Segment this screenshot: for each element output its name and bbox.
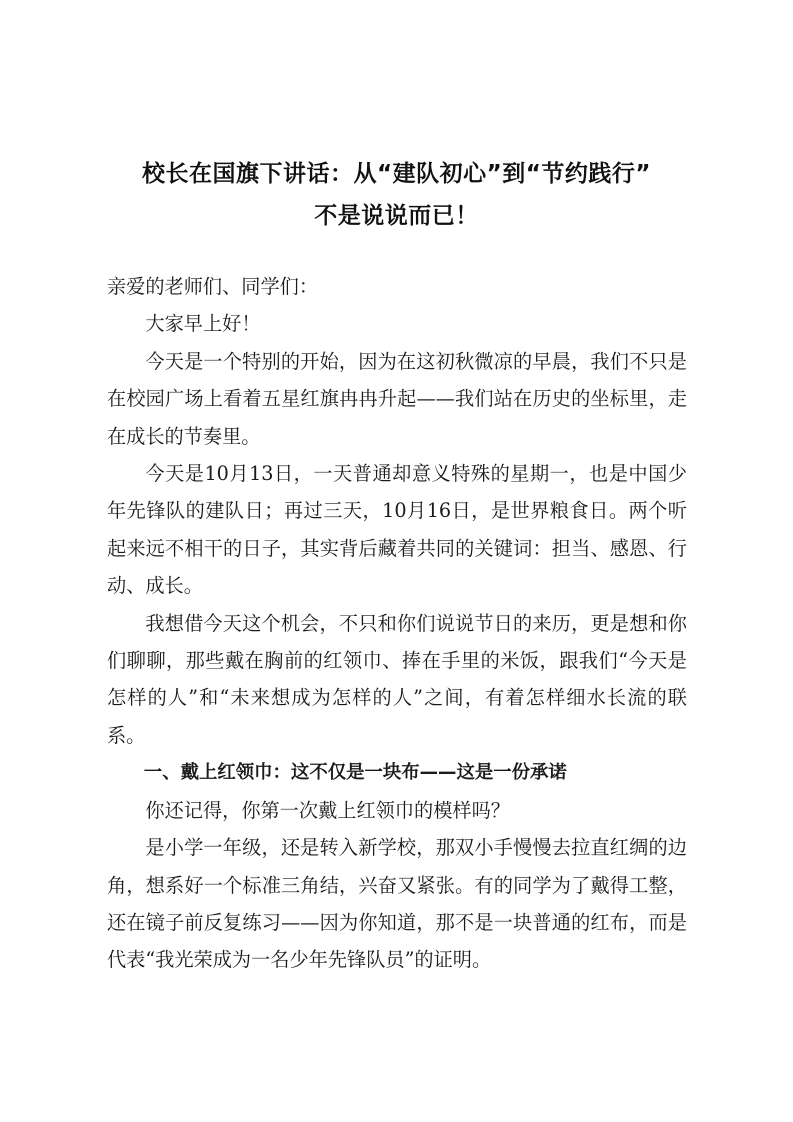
section-heading-1: 一、戴上红领巾：这不仅是一块布——这是一份承诺 [143, 762, 567, 784]
salutation: 亲爱的老师们、同学们： [107, 275, 319, 298]
paragraph-memory: 是小学一年级，还是转入新学校，那双小手慢慢去拉直红绸的边角，想系好一个标准三角结，兴奋又紧张。有的同学为了戴得工整，还在镜子前反复练习——因为你知道，那不是一块普通的红布，而是代表“我光荣成为一名少年先锋队员”的证明。 [107, 836, 687, 972]
paragraph-dates: 今天是10月13日，一天普通却意义特殊的星期一，也是中国少年先锋队的建队日；再过三天，10月16日，是世界粮食日。两个听起来远不相干的日子，其实背后藏着共同的关键词：担当、感恩、行动、成长。 [107, 462, 687, 598]
paragraph-greeting: 大家早上好！ [145, 312, 261, 336]
document-title-line-2: 不是说说而已！ [314, 203, 479, 229]
paragraph-question: 你还记得，你第一次戴上红领巾的模样吗？ [145, 798, 510, 822]
paragraph-purpose: 我想借今天这个机会，不只和你们说说节日的来历，更是想和你们聊聊，那些戴在胸前的红领巾、捧在手里的米饭，跟我们“今天是怎样的人”和“未来想成为怎样的人”之间，有着怎样细水长流的联系。 [107, 611, 687, 747]
paragraph-opening: 今天是一个特别的开始，因为在这初秋微凉的早晨，我们不只是在校园广场上看着五星红旗冉冉升起——我们站在历史的坐标里，走在成长的节奏里。 [107, 349, 687, 448]
document-title-line-1: 校长在国旗下讲话：从“建队初心”到“节约践行” [142, 161, 651, 187]
document-body [107, 268, 687, 979]
